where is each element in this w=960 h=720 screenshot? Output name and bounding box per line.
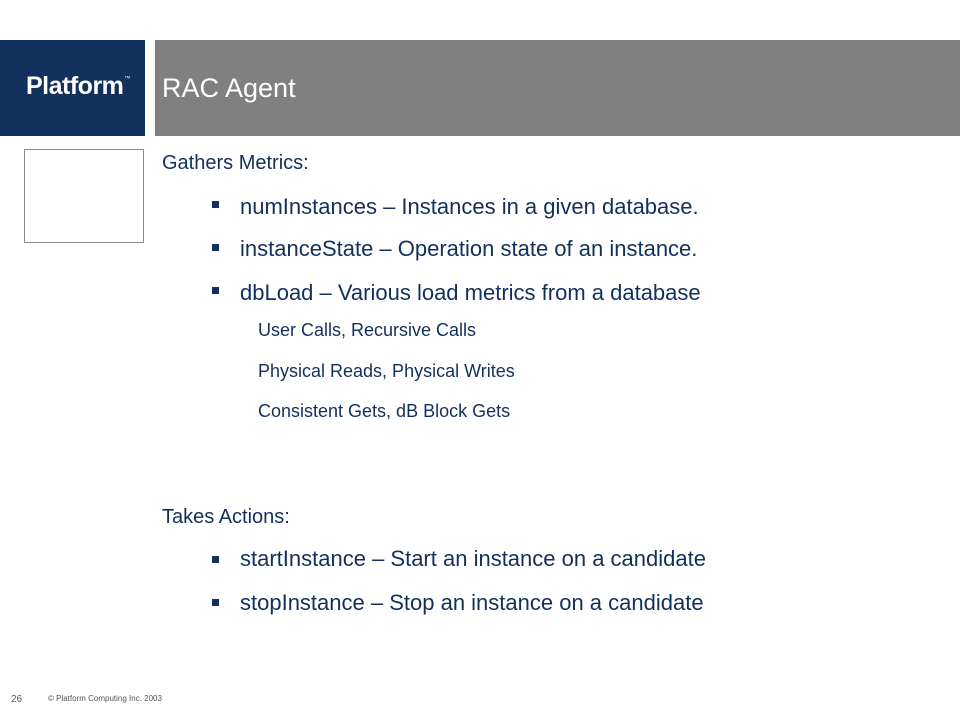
slide-title: RAC Agent [162, 73, 296, 103]
metrics-item: dbLoad – Various load metrics from a database [240, 280, 701, 305]
bullet-icon [212, 599, 219, 606]
metrics-item: numInstances – Instances in a given database. [240, 194, 699, 219]
image-placeholder [24, 149, 144, 243]
load-metric-subitem: User Calls, Recursive Calls [258, 320, 477, 340]
copyright-notice: © Platform Computing Inc. 2003 [48, 694, 162, 703]
platform-logo [26, 72, 130, 101]
load-metric-subitem: Consistent Gets, dB Block Gets [258, 401, 511, 421]
page-number: 26 [11, 694, 23, 705]
load-metric-subitem: Physical Reads, Physical Writes [258, 361, 515, 381]
metrics-heading: Gathers Metrics: [162, 152, 309, 174]
bullet-icon [212, 244, 219, 251]
actions-item: stopInstance – Stop an instance on a candidate [240, 590, 704, 615]
logo-trademark: ™ [124, 76, 130, 82]
bullet-icon [212, 287, 219, 294]
bullet-icon [212, 201, 219, 208]
actions-heading: Takes Actions: [162, 506, 290, 528]
logo-wordmark: Platform [26, 72, 124, 100]
actions-item: startInstance – Start an instance on a candidate [240, 546, 706, 571]
bullet-icon [212, 556, 219, 563]
metrics-item: instanceState – Operation state of an instance. [240, 236, 698, 261]
